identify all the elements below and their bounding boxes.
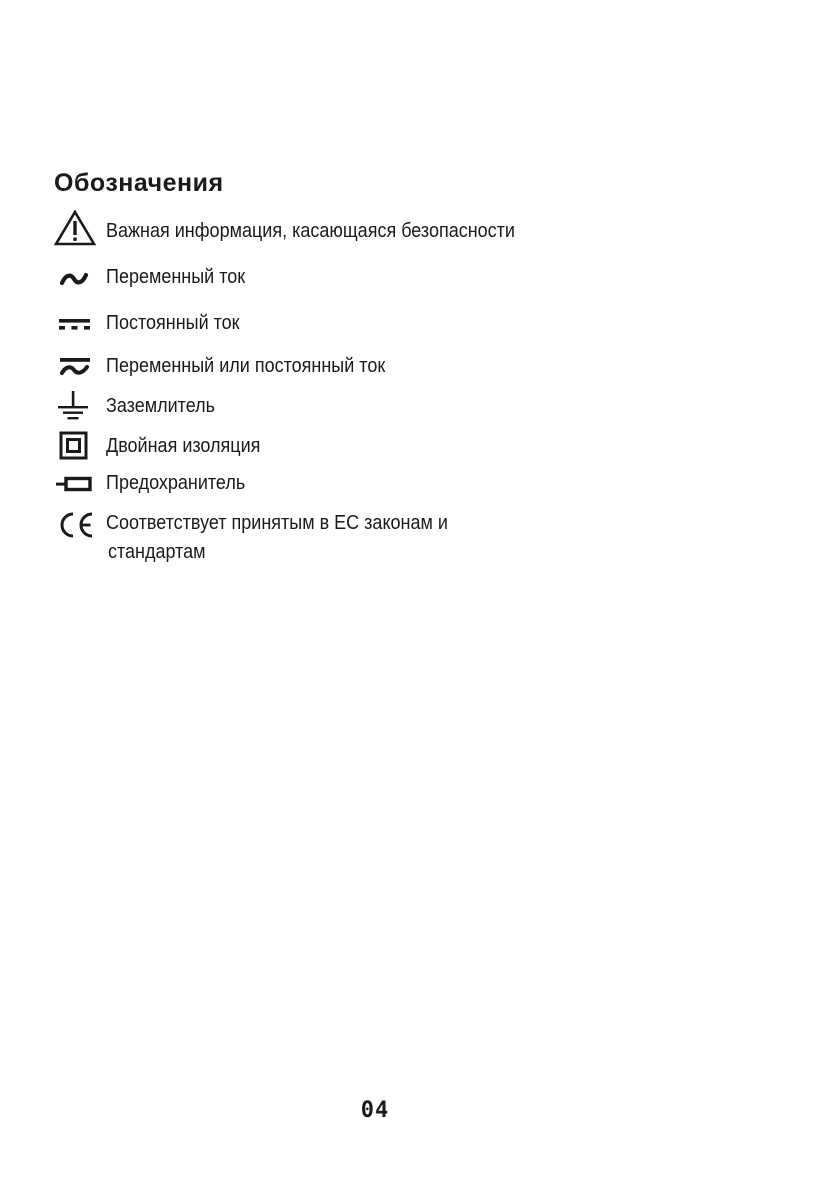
symbol-label: Переменный или постоянный ток (106, 355, 386, 377)
double-insulation-icon (54, 430, 94, 462)
symbol-label: Соответствует принятым в ЕС законам и (106, 512, 448, 534)
symbol-row-acdc (54, 350, 754, 390)
symbol-label: Двойная изоляция (106, 435, 261, 457)
symbol-row-ac (54, 262, 754, 302)
ac-dc-current-icon (54, 350, 94, 382)
dc-current-icon (54, 308, 94, 338)
symbol-row-warning (54, 210, 754, 250)
symbol-label: Важная информация, касающаяся безопасности (106, 220, 515, 242)
page-number: 04 (360, 1098, 390, 1123)
symbol-label: Предохранитель (106, 472, 246, 494)
symbol-row-ce (54, 508, 754, 572)
symbol-row-double-insulation (54, 430, 754, 470)
ce-mark-icon (54, 508, 98, 542)
page-title: Обозначения (54, 169, 224, 197)
symbol-row-fuse (54, 469, 754, 509)
symbol-row-dc (54, 308, 754, 348)
symbol-label-continuation: стандартам (108, 541, 206, 563)
warning-triangle-icon (54, 210, 96, 246)
fuse-icon (54, 469, 96, 499)
symbol-label: Переменный ток (106, 266, 246, 288)
symbol-label: Заземлитель (106, 395, 216, 417)
symbol-label: Постоянный ток (106, 312, 240, 334)
ac-tilde-icon (54, 262, 94, 292)
symbol-row-ground (54, 390, 754, 430)
ground-icon (54, 390, 94, 424)
